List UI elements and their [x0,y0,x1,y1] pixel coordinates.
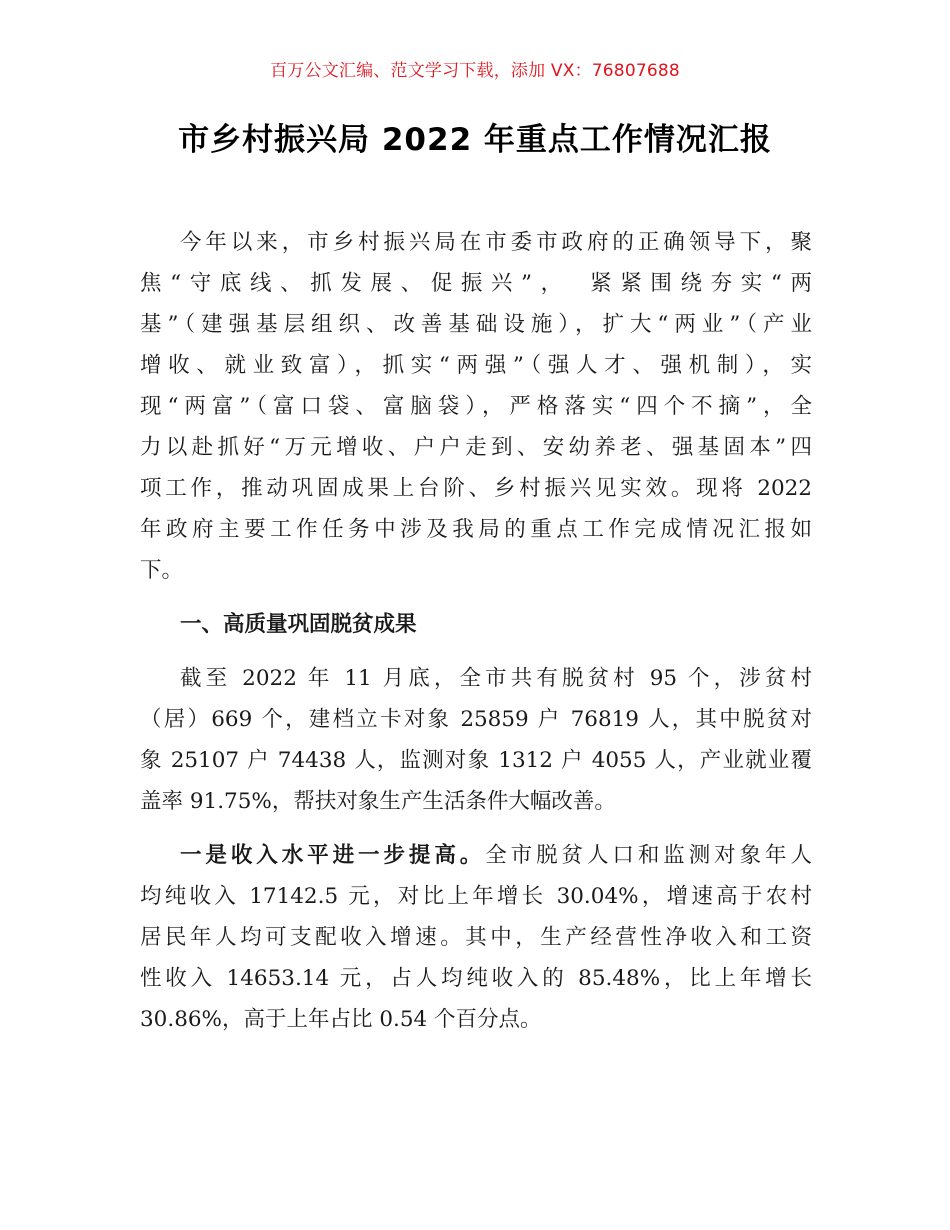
text-line: 象 25107 户 74438 人，监测对象 1312 户 4055 人，产业就业覆 [140,748,812,773]
text-line: 力以赴抓好“万元增收、户户走到、安幼养老、强基固本”四 [140,435,812,460]
text-line: 焦“守底线、抓发展、促振兴”， 紧紧围绕夯实“两 [140,271,812,296]
section-heading: 一、高质量巩固脱贫成果 [180,612,417,637]
text-line: 今年以来，市乡村振兴局在市委市政府的正确领导下，聚 [180,230,812,255]
watermark-banner: 百万公文汇编、范文学习下载，添加 VX：76807688 [270,61,680,81]
point-lead: 一是收入水平进一步提高。 [180,843,486,868]
document-title: 市乡村振兴局 2022 年重点工作情况汇报 [178,122,772,158]
text-line: （居）669 个，建档立卡对象 25859 户 76819 人，其中脱贫对 [140,707,812,732]
point-text: 全市脱贫人口和监测对象年人 [485,843,812,868]
intro-paragraph [140,222,812,591]
text-line: 盖率 91.75%，帮扶对象生产生活条件大幅改善。 [140,789,616,814]
text-line: 增收、就业致富），抓实“两强”（强人才、强机制），实 [140,353,812,378]
text-line: 基”（建强基层组织、改善基础设施），扩大“两业”（产业 [140,312,812,337]
section1-summary-paragraph [140,658,812,822]
text-line: 均纯收入 17142.5 元，对比上年增长 30.04%，增速高于农村 [140,884,812,909]
text-line: 项工作，推动巩固成果上台阶、乡村振兴见实效。现将 2022 [140,476,812,501]
text-line: 30.86%，高于上年占比 0.54 个百分点。 [140,1007,542,1032]
text-line: 下。 [140,558,184,583]
text-line: 居民年人均可支配收入增速。其中，生产经营性净收入和工资 [140,925,812,950]
text-line: 截至 2022 年 11 月底，全市共有脱贫村 95 个，涉贫村 [180,666,812,691]
text-line: 年政府主要工作任务中涉及我局的重点工作完成情况汇报如 [140,517,812,542]
text-line [140,835,812,876]
text-line: 现“两富”（富口袋、富脑袋），严格落实“四个不摘”，全 [140,394,812,419]
text-line: 性收入 14653.14 元，占人均纯收入的 85.48%，比上年增长 [140,966,812,991]
point1-paragraph [140,835,812,1040]
document-body [140,222,812,1040]
